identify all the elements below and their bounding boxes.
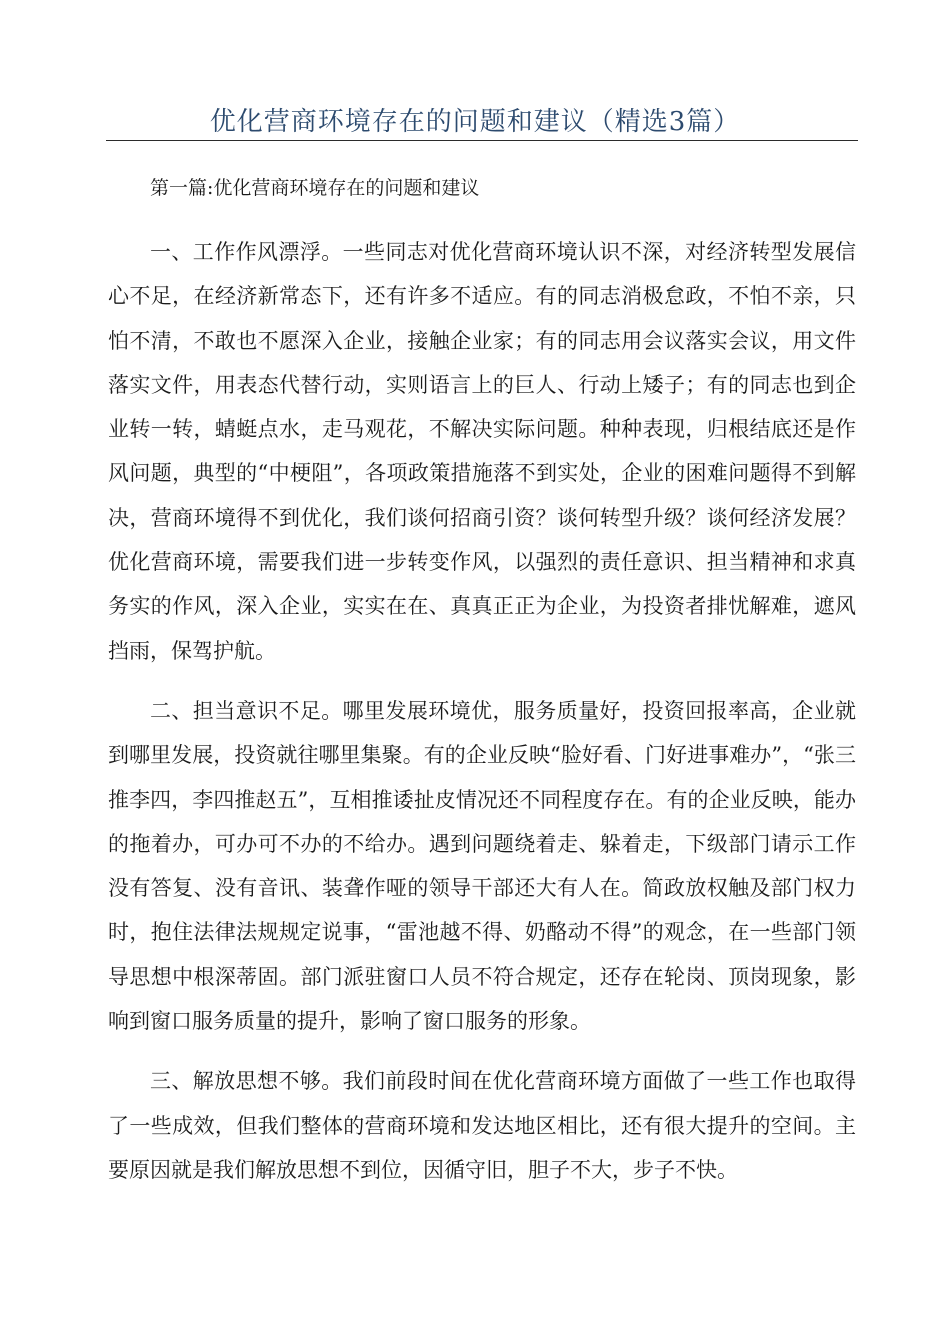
document-body xyxy=(108,170,856,1208)
paragraph-3: 三、解放思想不够。我们前段时间在优化营商环境方面做了一些工作也取得了一些成效，但我们整体的营商环境和发达地区相比，还有很大提升的空间。主要原因就是我们解放思想不到位，因循守旧，胆子不大，步子不快。 xyxy=(108,1069,856,1182)
title-underline xyxy=(106,140,858,141)
document-title: 优化营商环境存在的问题和建议（精选3篇） xyxy=(209,107,741,137)
paragraph-2: 二、担当意识不足。哪里发展环境优，服务质量好，投资回报率高，企业就到哪里发展，投资就往哪里集聚。有的企业反映“脸好看、门好进事难办”，“张三推李四，李四推赵五”，互相推诿扯皮情况还不同程度存在。有的企业反映，能办的拖着办，可办可不办的不给办。遇到问题绕着走、躲着走，下级部门请示工作没有答复、没有音讯、装聋作哑的领导干部还大有人在。简政放权触及部门权力时，抱住法律法规规定说事，“雷池越不得、奶酪动不得”的观念，在一些部门领导思想中根深蒂固。部门派驻窗口人员不符合规定，还存在轮岗、顶岗现象，影响到窗口服务质量的提升，影响了窗口服务的形象。 xyxy=(108,698,856,1034)
section-heading: 第一篇:优化营商环境存在的问题和建议 xyxy=(150,177,480,199)
paragraph-1: 一、工作作风漂浮。一些同志对优化营商环境认识不深，对经济转型发展信心不足，在经济新常态下，还有许多不适应。有的同志消极怠政，不怕不亲，只怕不清，不敢也不愿深入企业，接触企业家；有的同志用会议落实会议，用文件落实文件，用表态代替行动，实则语言上的巨人、行动上矮子；有的同志也到企业转一转，蜻蜓点水，走马观花，不解决实际问题。种种表现，归根结底还是作风问题，典型的“中梗阻”，各项政策措施落不到实处，企业的困难问题得不到解决，营商环境得不到优化，我们谈何招商引资？谈何转型升级？谈何经济发展？优化营商环境，需要我们进一步转变作风，以强烈的责任意识、担当精神和求真务实的作风，深入企业，实实在在、真真正正为企业，为投资者排忧解难，遮风挡雨，保驾护航。 xyxy=(108,240,856,663)
